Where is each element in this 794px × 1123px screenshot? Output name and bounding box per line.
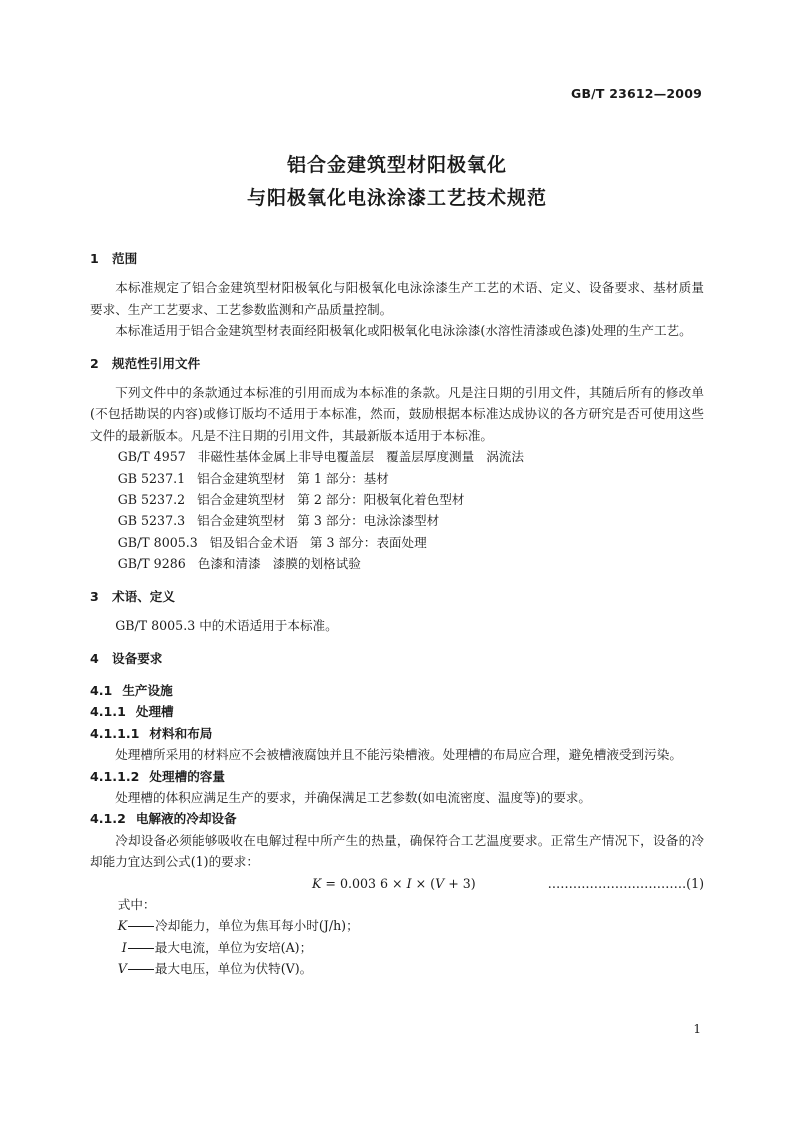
section-3-paragraph-1: GB/T 8005.3 中的术语适用于本标准。 <box>115 618 338 634</box>
formula-number: ……………………………(1) <box>547 875 704 891</box>
section-4-1-1-heading: 4.1.1 处理槽 <box>90 704 174 720</box>
formula-1 <box>90 873 704 894</box>
reference-item: GB/T 8005.3 铝及铝合金术语 第 3 部分：表面处理 <box>117 534 427 550</box>
document-title-line1: 铝合金建筑型材阳极氧化 <box>286 154 507 176</box>
section-4-1-1-2-paragraph: 处理槽的体积应满足生产的要求，并确保满足工艺参数(如电流密度、温度等)的要求。 <box>115 789 591 805</box>
section-3-heading: 3 术语、定义 <box>90 588 175 604</box>
section-4-1-1-2-heading: 4.1.1.2 处理槽的容量 <box>90 768 225 784</box>
section-1-heading: 1 范围 <box>90 251 138 266</box>
section-4-1-heading: 4.1 生产设施 <box>90 682 173 698</box>
section-4-heading: 4 设备要求 <box>90 650 163 666</box>
section-4-1-1-1-heading: 4.1.1.1 材料和布局 <box>90 725 213 741</box>
section-1-paragraph-1: 本标准规定了铝合金建筑型材阳极氧化与阳极氧化电泳涂漆生产工艺的术语、定义、设备要求、基材质量要求、生产工艺要求、工艺参数监测和产品质量控制。 <box>90 280 704 317</box>
page-number: 1 <box>693 1022 701 1036</box>
reference-item: GB 5237.2 铝合金建筑型材 第 2 部分：阳极氧化着色型材 <box>117 492 465 508</box>
document-title-line2: 与阳极氧化电泳涂漆工艺技术规范 <box>246 187 547 209</box>
symbol-definition: I 最大电流，单位为安培(A)； <box>121 939 313 955</box>
symbol-definition: K 冷却能力，单位为焦耳每小时(J/h)； <box>117 918 359 934</box>
section-2-paragraph-1: 下列文件中的条款通过本标准的引用而成为本标准的条款。凡是注日期的引用文件，其随后所有的修改单(不包括勘误的内容)或修订版均不适用于本标准，然而，鼓励根据本标准达成协议的各方研究是否可使用这些文件的最新版本。凡是不注日期的引用文件，其最新版本适用于本标准。 <box>90 385 704 443</box>
document-body <box>90 248 704 980</box>
standard-code: GB/T 23612—2009 <box>570 86 702 101</box>
section-4-1-2-heading: 4.1.2 电解液的冷却设备 <box>90 811 237 827</box>
reference-item: GB 5237.3 铝合金建筑型材 第 3 部分：电泳涂漆型材 <box>117 513 440 529</box>
reference-item: GB 5237.1 铝合金建筑型材 第 1 部分：基材 <box>117 470 389 486</box>
section-4-1-2-paragraph: 冷却设备必须能够吸收在电解过程中所产生的热量，确保符合工艺温度要求。正常生产情况下，设备的冷却能力宜达到公式(1)的要求： <box>90 832 704 870</box>
section-2-heading: 2 规范性引用文件 <box>90 355 201 371</box>
section-1-paragraph-2: 本标准适用于铝合金建筑型材表面经阳极氧化或阳极氧化电泳涂漆(水溶性清漆或色漆)处理的生产工艺。 <box>115 323 692 339</box>
formula-expression: K = 0.003 6 × I × (V + 3) <box>312 875 476 891</box>
reference-item: GB/T 9286 色漆和清漆 漆膜的划格试验 <box>117 556 361 572</box>
section-4-1-1-1-paragraph: 处理槽所采用的材料应不会被槽液腐蚀并且不能污染槽液。处理槽的布局应合理，避免槽液受到污染。 <box>115 747 682 763</box>
reference-item: GB/T 4957 非磁性基体金属上非导电覆盖层 覆盖层厚度测量 涡流法 <box>117 449 525 465</box>
where-label: 式中： <box>117 896 156 912</box>
symbol-definition: V 最大电压，单位为伏特(V)。 <box>117 961 313 977</box>
